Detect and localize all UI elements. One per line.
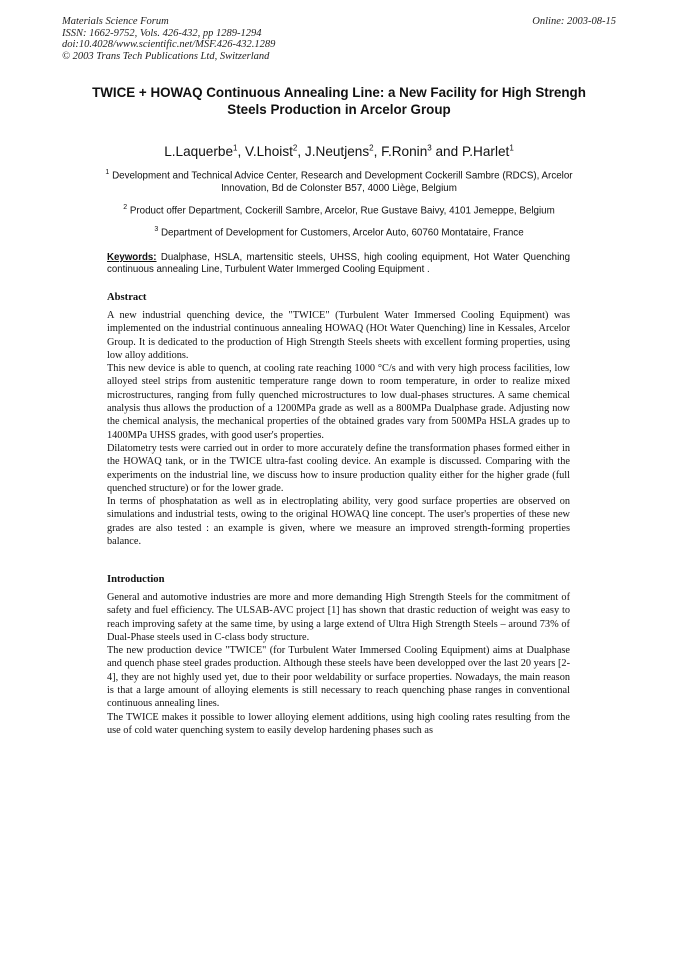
author: V.Lhoist$^2$, (245, 143, 305, 159)
introduction-heading: Introduction (107, 574, 165, 585)
introduction-paragraph: The new production device "TWICE" (for Turbulent Water Immersed Cooling Equipment) aims at Dualphase and quench phase steel grades production. Although these steels have been developped over the last 20 years [2-4], they are not highly used yet, due to their poor weldability or surface properties. Nowadays, the main reason is that a large amount of alloying elements is still necessary to reach quenching phase ranges in conventional continuous annealing lines. (107, 645, 570, 710)
copyright-line: © 2003 Trans Tech Publications Ltd, Switzerland (62, 50, 270, 62)
abstract-paragraph: A new industrial quenching device, the "TWICE" (Turbulent Water Immersed Cooling Equipment) was implemented on the industrial continuous annealing HOWAQ (HOt Water Quenching) line in Kessales, Arcelor Group. It is dedicated to the production of High Strength Steels sheets with excellent forming properties, using low alloy additions. (107, 310, 570, 361)
keywords-text: Dualphase, HSLA, martensitic steels, UHSS, high cooling equipment, Hot Water Quenching continuous annealing Line, Turbulent Water Immerged Cooling Equipment . (107, 252, 570, 276)
citation-block (62, 16, 275, 62)
introduction-paragraph: General and automotive industries are more and more demanding High Strength Steels for the commitment of safety and fuel efficiency. The ULSAB-AVC project [1] has shown that drastic reduction of weight was easy to reach improving safety at the same time, by using a large extend of Ultra High Strength Steels – around 73% of Dual-Phase steels used in C-class body structure. (107, 592, 570, 643)
affiliations (96, 167, 582, 247)
author-list (60, 143, 618, 159)
abstract-section (107, 292, 570, 548)
abstract-paragraph: In terms of phosphatation as well as in electroplating ability, very good surface properties are observed on simulations and industrial tests, owing to the original HOWAQ line concept. The user's properties of these new grades are also tested : an example is given, where we measure an improved strength-forming properties balance. (107, 496, 570, 548)
abstract-paragraph: This new device is able to quench, at cooling rate reaching 1000 °C/s and with very high process facilities, low alloyed steel strips from austenitic temperature range down to room temperature, in order to realize mixed microstructures, ranging from fully quenched microstructures to low dual-phases structures. A same chemical analysis thus allows the production of a 1200MPa grade as well as a 800MPa Dualphase grade. Adjusting now the chemical analysis, the mechanical properties of the obtained grades vary from 500MPa HSLA grades up to 1400MPa UHSS grades, with good user's properties. (107, 363, 570, 441)
journal-name: Materials Science Forum (62, 16, 169, 27)
issn-line: ISSN: 1662-9752, Vols. 426-432, pp 1289-1294 (62, 27, 262, 39)
affiliation-3: $^3$ Department of Development for Customers, Arcelor Auto, 60760 Montataire, France (154, 226, 524, 239)
abstract-paragraph: Dilatometry tests were carried out in order to more accurately define the transformation phases formed either in the HOWAQ tank, or in the TWICE ultra-fast cooling device. An example is discussed. Comparing with the experiments on the industrial line, we discuss how to insure production quality either for the higher grade (full quenched structure) or for the lower grade. (107, 442, 570, 494)
author: P.Harlet$^1$ (461, 143, 514, 159)
keywords (107, 252, 570, 277)
author: J.Neutjens$^2$, (304, 143, 382, 159)
introduction-section (107, 574, 570, 737)
journal-header (62, 16, 616, 64)
affiliation-2: $^2$ Product offer Department, Cockerill Sambre, Arcelor, Rue Gustave Baivy, 4101 Jemeppe, Belgium (123, 203, 555, 217)
online-date: Online: 2003-08-15 (532, 16, 616, 27)
keywords-label: Keywords: (107, 252, 157, 263)
introduction-paragraph: The TWICE makes it possible to lower alloying element additions, using high cooling rates resulting from the use of cold water quenching system to easily develop hardening phases such as (107, 711, 570, 736)
paper-title: TWICE + HOWAQ Continuous Annealing Line: a New Facility for High Strengh Steels Production in Arcelor Group (92, 85, 586, 117)
affiliation-1: $^1$ Development and Technical Advice Center, Research and Development Cockerill Sambre (RDCS), Arcelor Innovation, Bd de Colonster B57, 4000 Liège, Belgium (105, 169, 573, 194)
author: F.Ronin$^3$ and (381, 143, 462, 159)
abstract-heading: Abstract (107, 292, 147, 303)
doi-link[interactable]: doi:10.4028/www.scientific.net/MSF.426-432.1289 (62, 39, 276, 51)
author: L.Laquerbe$^1$, (164, 143, 246, 159)
